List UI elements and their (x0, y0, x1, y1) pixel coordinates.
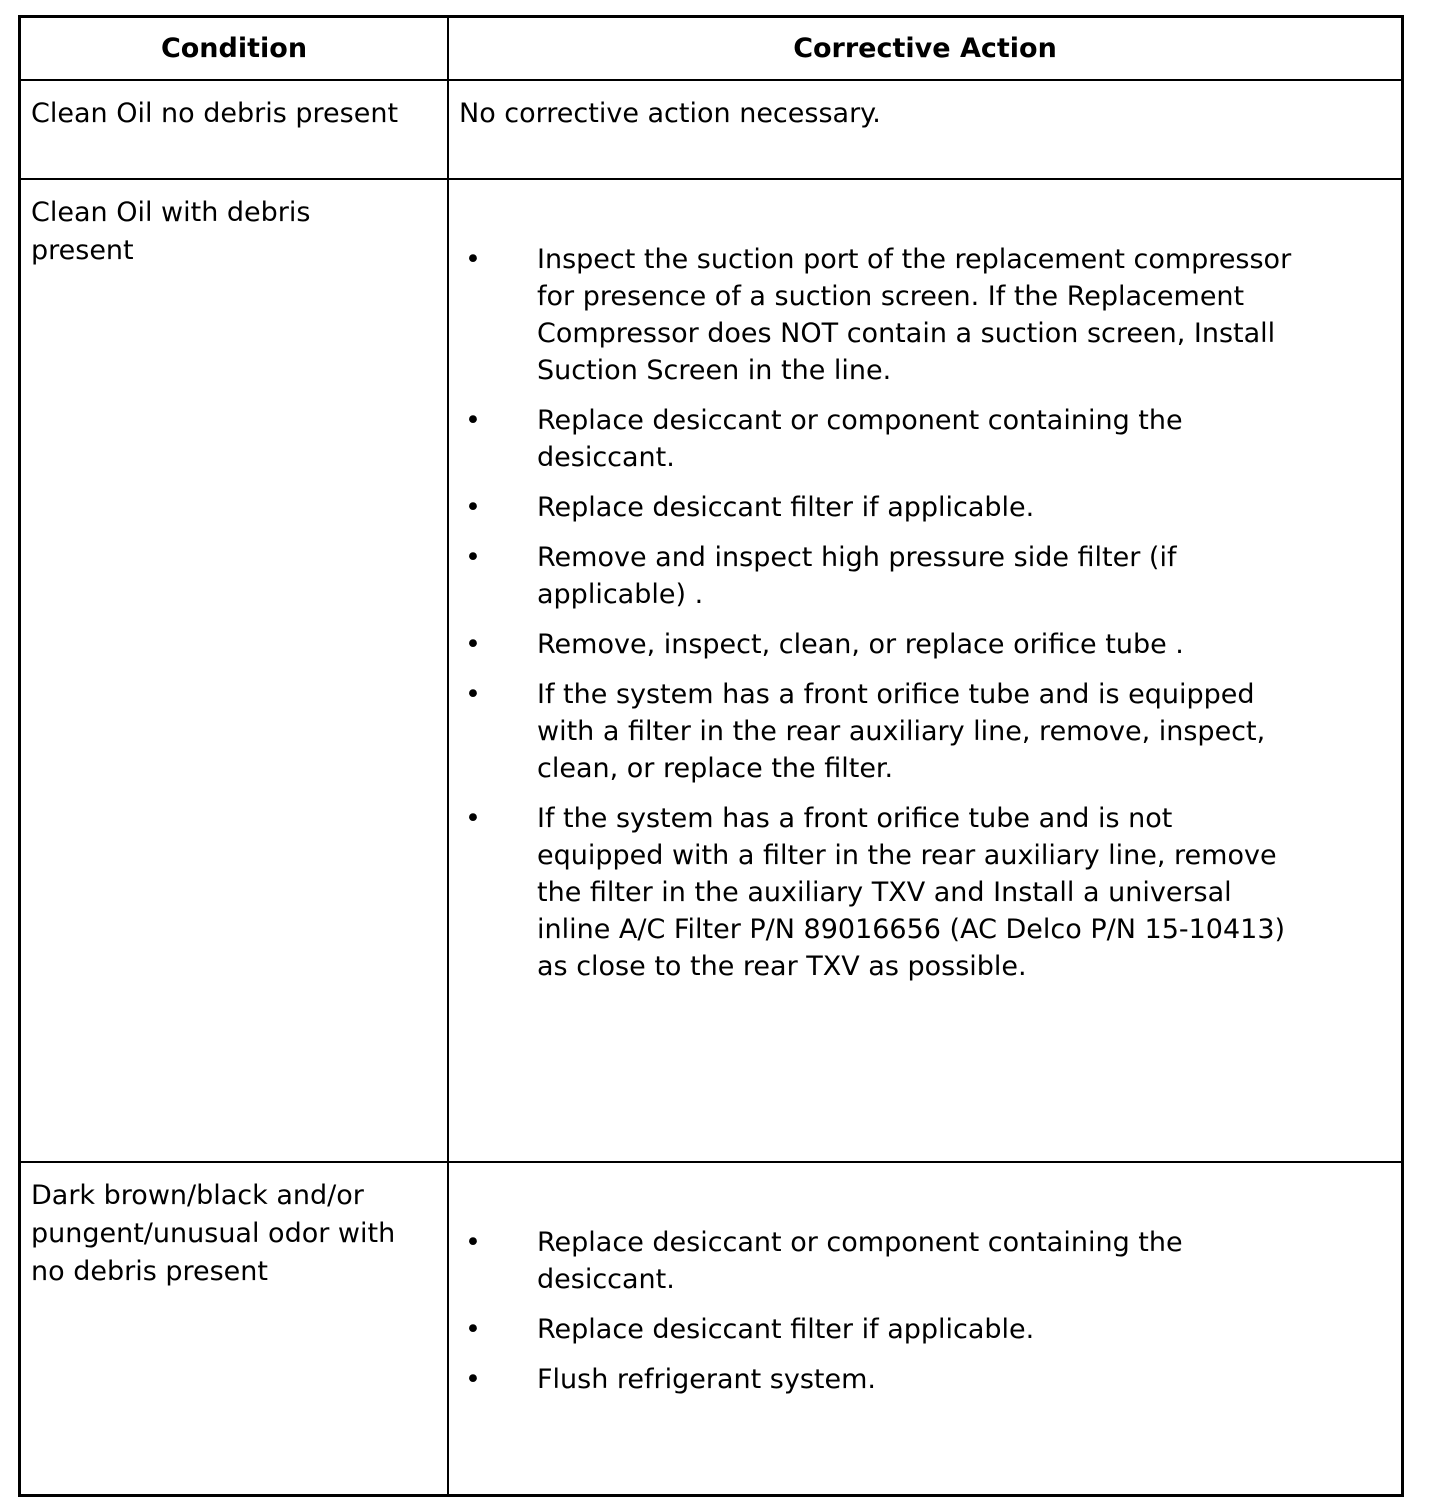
list-item: • Replace desiccant or component containing the desiccant. (459, 1224, 1297, 1298)
bullet-icon: • (465, 803, 481, 834)
list-item: • Remove and inspect high pressure side filter (if applicable) . (459, 539, 1297, 613)
bullet-icon: • (465, 492, 481, 523)
list-item: • Replace desiccant filter if applicable. (459, 489, 1297, 526)
action-list (459, 1224, 1391, 1398)
list-item: • If the system has a front orifice tube and is not equipped with a filter in the rear auxiliary line, remove the filter in the auxiliary TXV and Install a universal inline A/C Filter P/N 89016656 (AC Delco P/N 15-10413) as close to the rear TXV as possible. (459, 800, 1297, 985)
bullet-icon: • (465, 244, 481, 275)
table-row (21, 1161, 1401, 1494)
header-corrective-action: Corrective Action (793, 33, 1057, 64)
action-cell (449, 180, 1401, 1161)
list-item: • Replace desiccant or component containing the desiccant. (459, 402, 1297, 476)
table-row (21, 79, 1401, 178)
list-item: • Inspect the suction port of the replacement compressor for presence of a suction screen. If the Replacement Compressor does NOT contain a suction screen, Install Suction Screen in the line. (459, 241, 1297, 389)
condition-cell: Clean Oil no debris present (21, 81, 449, 178)
action-cell: No corrective action necessary. (459, 98, 881, 129)
list-item: • Replace desiccant filter if applicable. (459, 1311, 1297, 1348)
list-item: • Remove, inspect, clean, or replace orifice tube . (459, 626, 1297, 663)
action-cell (449, 1163, 1401, 1494)
condition-cell: Dark brown/black and/or pungent/unusual odor with no debris present (21, 1163, 449, 1494)
header-condition: Condition (21, 18, 449, 79)
bullet-icon: • (465, 1227, 481, 1258)
action-list (459, 241, 1391, 985)
list-item: • Flush refrigerant system. (459, 1361, 1297, 1398)
bullet-icon: • (465, 679, 481, 710)
bullet-icon: • (465, 1364, 481, 1395)
condition-cell: Clean Oil with debris present (21, 180, 449, 1161)
table-header-row (21, 18, 1401, 79)
list-item: • If the system has a front orifice tube and is equipped with a filter in the rear auxiliary line, remove, inspect, clean, or replace the filter. (459, 676, 1297, 787)
table-row (21, 178, 1401, 1161)
bullet-icon: • (465, 405, 481, 436)
bullet-icon: • (465, 542, 481, 573)
bullet-icon: • (465, 1314, 481, 1345)
bullet-icon: • (465, 629, 481, 660)
corrective-action-table (18, 15, 1404, 1497)
